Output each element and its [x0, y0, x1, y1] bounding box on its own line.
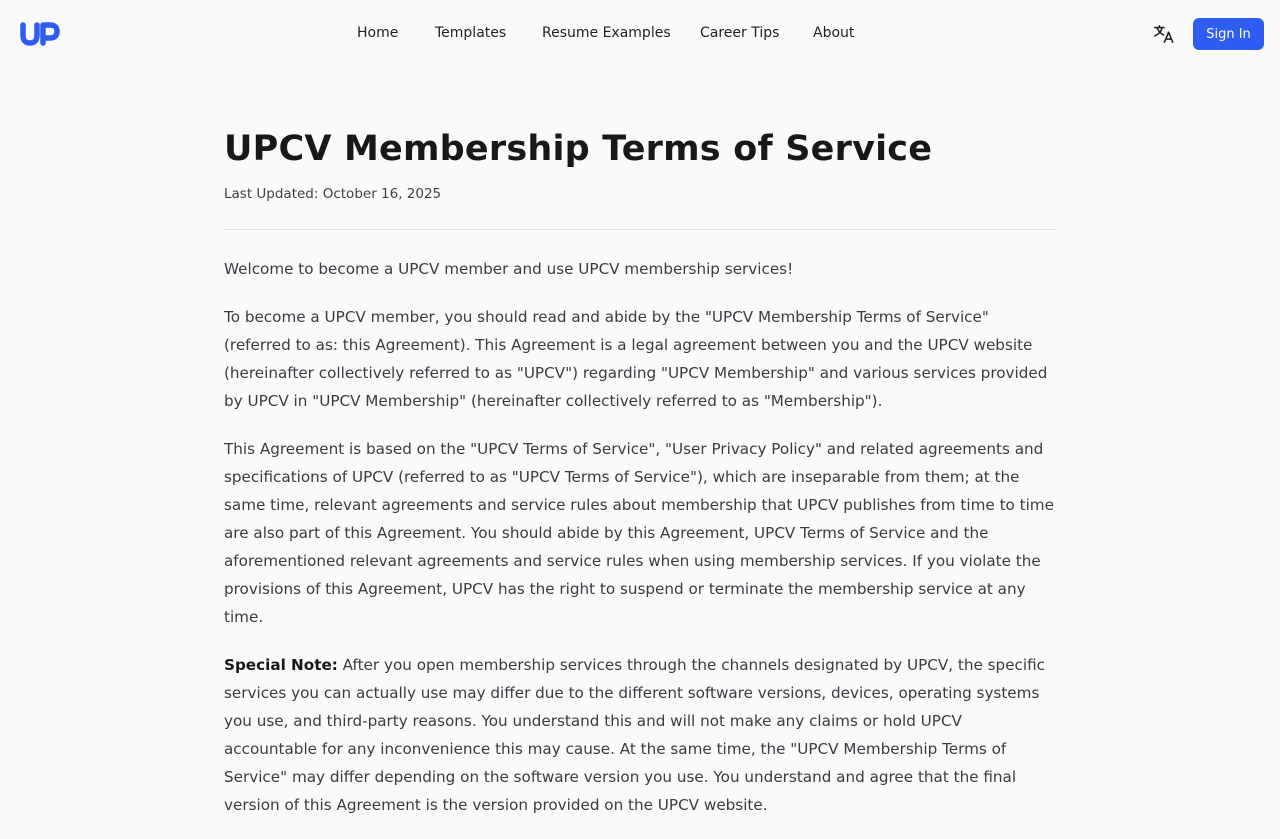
basis-paragraph: This Agreement is based on the "UPCV Terms of Service", "User Privacy Policy" and related agreements and specifications of UPCV (referred to as "UPCV Terms of Service"), which are inseparable from them; at the same time, relevant agreements and service rules about membership that UPCV publishes from time to time are also part of this Agreement. You should abide by this Agreement, UPCV Terms of Service and the aforementioned relevant agreements and service rules when using membership services. If you violate the provisions of this Agreement, UPCV has the right to suspend or terminate the membership service at any time.	[224, 440, 1054, 626]
nav-resume-examples[interactable]: Resume Examples	[542, 25, 671, 41]
nav-career-tips[interactable]: Career Tips	[700, 25, 780, 41]
last-updated-date: Last Updated: October 16, 2025	[224, 186, 442, 202]
translate-icon	[1153, 23, 1175, 45]
page-title: UPCV Membership Terms of Service	[224, 129, 933, 169]
terms-body	[224, 255, 1056, 819]
nav-templates[interactable]: Templates	[435, 25, 507, 41]
sign-in-button[interactable]: Sign In	[1193, 18, 1264, 50]
language-switch-button[interactable]	[1151, 22, 1177, 48]
nav-home[interactable]: Home	[357, 25, 399, 41]
special-note-label: Special Note:	[224, 656, 338, 674]
title-divider	[224, 229, 1056, 230]
nav-about[interactable]: About	[813, 25, 855, 41]
terms-content	[224, 124, 1056, 839]
intro-paragraph: Welcome to become a UPCV member and use UPCV membership services!	[224, 260, 794, 278]
agreement-paragraph: To become a UPCV member, you should read and abide by the "UPCV Membership Terms of Service" (referred to as: this Agreement). This Agreement is a legal agreement between you and the UPCV website (hereinafter collectively referred to as "UPCV") regarding "UPCV Membership" and various services provided by UPCV in "UPCV Membership" (hereinafter collectively referred to as "Membership").	[224, 308, 1048, 410]
main-nav	[0, 25, 1280, 45]
top-navigation-bar	[0, 0, 1280, 68]
special-note-text: After you open membership services through the channels designated by UPCV, the specific services you can actually use may differ due to the different software versions, devices, operating systems you use, and third-party reasons. You understand this and will not make any claims or hold UPCV accountable for any inconvenience this may cause. At the same time, the "UPCV Membership Terms of Service" may differ depending on the software version you use. You understand and agree that the final version of this Agreement is the version provided on the UPCV website.	[224, 656, 1046, 814]
special-note-paragraph	[224, 651, 1056, 819]
